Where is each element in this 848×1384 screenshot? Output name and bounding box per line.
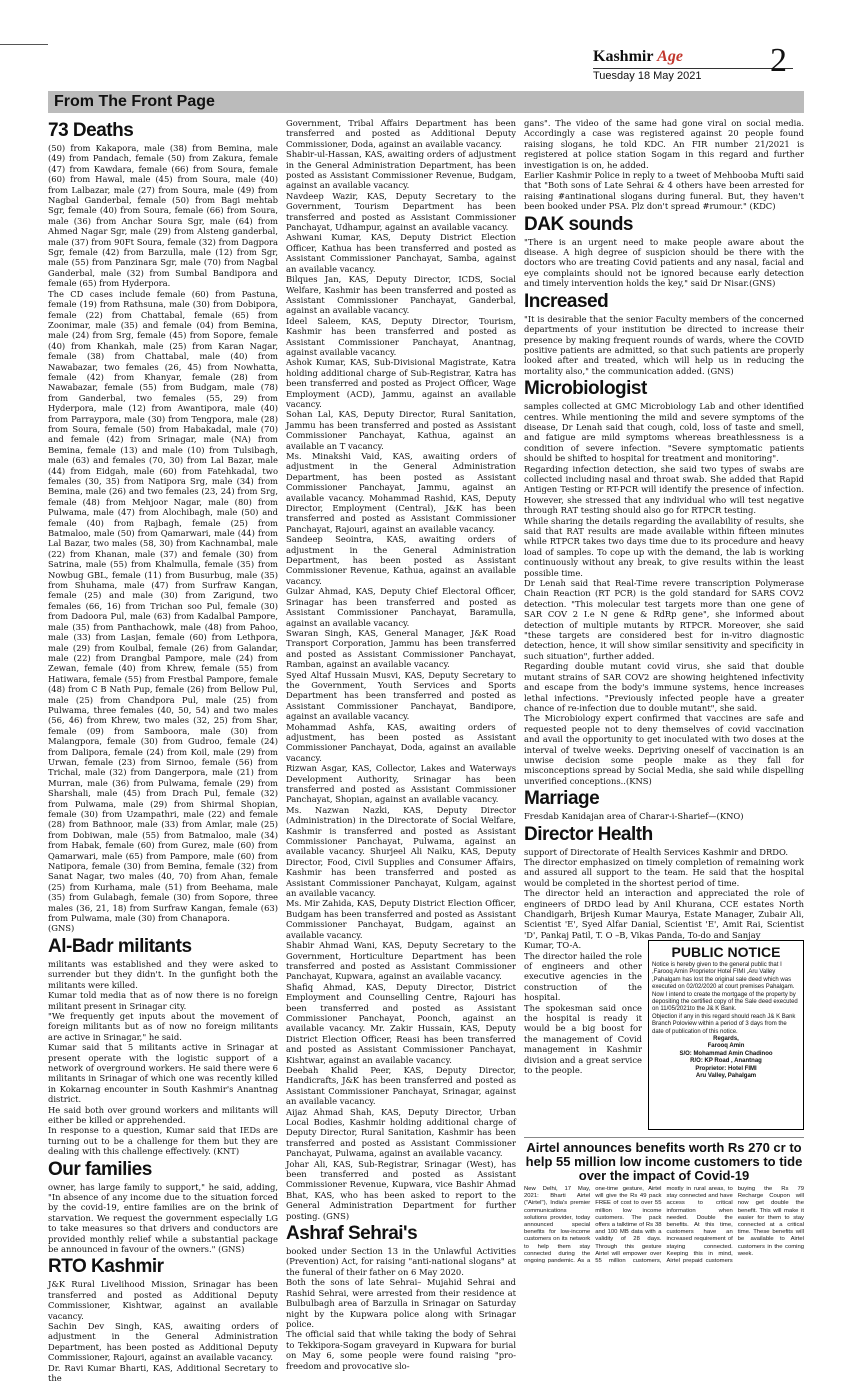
masthead [593, 48, 793, 84]
notice-title: PUBLIC NOTICE [671, 944, 781, 960]
article-paragraph: He said both over ground workers and militants will either be killed or apprehended. [48, 1104, 278, 1125]
article-paragraph: Ms. Mir Zahida, KAS, Deputy District Election Officer, Budgam has been transferred and posted as Assistant Commissioner Panchayat, Budgam, against an available vacancy. [286, 898, 516, 940]
headline-albadr: Al-Badr militants [48, 935, 192, 957]
article-paragraph: Earlier Kashmir Police in reply to a tweet of Mehbooba Mufti said that "Both sons of Late Sehrai & 4 others have been arrested for raising #antinational slogans during funeral. But, they haven't been booked under PSA. Plz don't spread #rumour." (KDC) [524, 170, 804, 212]
top-rule [0, 44, 48, 45]
article-paragraph: The director emphasized on timely completion of remaining work and assured all support to the team. He said that the hospital would be completed in the shortest period of time. [524, 856, 804, 888]
article-paragraph: Gulzar Ahmad, KAS, Deputy Chief Electoral Officer, Srinagar has been transferred and posted as Assistant Commissioner Panchayat, Baramulla, against an available vacancy. [286, 586, 516, 628]
article-paragraph: J&K Rural Livelihood Mission, Srinagar has been transferred and posted as Additional Deputy Commissioner, Kishtwar, against an available vacancy. [48, 1279, 278, 1321]
article-paragraph: Sachin Dev Singh, KAS, awaiting orders of adjustment in the General Administration Department, has been posted as Additional Deputy Commissioner, Rajouri, against an available vacancy. [48, 1321, 278, 1363]
article-paragraph: Shafiq Ahmad, KAS, Deputy Director, District Employment and Counselling Centre, Rajouri has been transferred and posted as Assistant Commissioner Panchayat, Poonch, against an available vacancy. Mr. Zakir Hussain, KAS, Deputy District Election Officer, Reasi has been transferred and posted as Assistant Commissioner Panchayat, Kishtwar, against an available vacancy. [286, 981, 516, 1065]
notice-name: Farooq Amin [707, 1043, 745, 1050]
article-paragraph: Mohammad Ashfa, KAS, awaiting orders of adjustment, has been posted as Assistant Commissioner Panchayat, Doda, against an available vacancy. [286, 721, 516, 763]
headline-families: Our families [48, 1158, 152, 1180]
article-paragraph: Syed Altaf Hussain Musvi, KAS, Deputy Secretary to the Government, Youth Services and Sports Department has been transferred and posted as Assistant Commissioner Panchayat, Bandipore, against an available vacancy. [286, 669, 516, 722]
column-1 [48, 118, 278, 1384]
article-paragraph: Both the sons of late Sehrai– Mujahid Sehrai and Rashid Sehrai, were arrested from their residence at Bulbulbagh area of Barzulla in Srinagar on Saturday night by the Kupwara police along with Srinagar police. [286, 1277, 516, 1329]
masthead-logo: Kashmir Age [593, 48, 683, 65]
article-paragraph: The director hailed the role of engineers and other executive agencies in the construction of the hospital. [524, 950, 642, 1003]
article-paragraph: Shabir Ahmad Wani, KAS, Deputy Secretary to the Government, Horticulture Department has been transferred and posted as Assistant Commissioner Panchayat, Kupwara, against an available vacancy. [286, 940, 516, 982]
headline-deaths: 73 Deaths [48, 120, 134, 141]
headline-increased: Increased [524, 290, 609, 312]
article-paragraph: Ms. Minakshi Vaid, KAS, awaiting orders of adjustment in the General Administration Department, has been posted as Assistant Commissioner Panchayat, Jammu, against an available vacancy. Mohammad Rashid, KAS, Deputy Director, Employment (Central), J&K has been transferred and posted as Assistant Commissioner Panchayat, Rajouri, against an available vacancy. [286, 451, 516, 534]
notice-proprietor: Proprietor: Hotel FIMI [695, 1065, 757, 1072]
notice-regards: Regards, [713, 1036, 739, 1043]
headline-microbiologist: Microbiologist [524, 378, 647, 400]
article-paragraph: Dr. Ravi Kumar Bharti, KAS, Additional Secretary to the [48, 1362, 278, 1384]
article-paragraph: Shabir-ul-Hassan, KAS, awaiting orders of adjustment in the General Administration Department, has been posted as Assistant Commissioner Revenue, Budgam, against an available vacancy. [286, 149, 516, 191]
section-title: From The Front Page [54, 93, 215, 110]
headline-dak: DAK sounds [524, 213, 633, 235]
article-paragraph: Kumar said that 5 militants active in Srinagar at present operate with the logistic support of a network of overground workers. He said there were 6 militants in Srinagar of which one was recently killed in Kokarnag encounter in South Kashmir's Anantnag district. [48, 1042, 278, 1105]
article-paragraph: Kumar told media that as of now there is no foreign militant present in Srinagar city. [48, 990, 278, 1011]
headline-marriage: Marriage [524, 788, 600, 810]
article-paragraph: Rizwan Asgar, KAS, Collector, Lakes and Waterways Development Authority, Srinagar has been transferred and posted as Assistant Commissioner Panchayat, Shopian, against an available vacancy. [286, 763, 516, 805]
article-paragraph: booked under Section 13 in the Unlawful Activities (Prevention) Act, for raising "anti-national slogans" at the funeral of their father on 6 May 2020. [286, 1246, 516, 1277]
article-paragraph: Kumar, TO-A. [524, 940, 582, 951]
article-paragraph: militants was established and they were asked to surrender but they didn't. In the gunfight both the militants were killed. [48, 958, 278, 990]
headline-rto: RTO Kashmir [48, 1256, 164, 1278]
article-paragraph: The CD cases include female (60) from Pastuna, female (19) from Rathsuna, male (30) from Dobipora, female (22) from Chattabal, female (65) from Zoonimar, male (35) and female (04) from Bemina, male (24) from Srg, female (45) from Sopore, female (40) from Khankah, male (25) from Karan Nagar, female (38) from Chattabal, male (40) from Nawabazar, two females (26, 45) from Nowhatta, female (42) from Khanyar, female (28) from Nawabazar, female (55) from Budgam, male (78) from Ganderbal, two females (55, 29) from Hyderpora, male (12) from Awantipora, male (40) from Parraypora, male (30) from Tengpora, male (28) from Soura, female (50) from Habakadal, male (70) and female (42) from Srinagar, male (NA) from Bemina, female (13) and male (10) from Tulsibagh, male (63) and females (70, 30) from Lal Bazar, male (44) from Eidgah, male (60) from Fatehkadal, two females (30, 35) from Natipora Srg, male (34) from Bemina, male (26) and two females (23, 24) from Srg, female (48) from Mehjoor Nagar, male (80) from Pulwama, male (47) from Alochibagh, male (50) and female (40) from Rajbagh, female (25) from Batmaloo, male (50) from Qamarwari, male (44) from Lal Bazar, two males (58, 30) from Kachnambal, male (22) from Khanan, male (37) and female (30) from Satrina, male (55) from Khalmulla, female (35) from Nowbug GBL, female (11) from Busurbug, male (35) from Shuhama, male (47) from Surfraw Kangan, female (25) and male (30) from Zarigund, two females (66, 16) from Trichan soo Pul, female (30) from Dadoora Pul, male (63) from Kadalbal Pampore, male (35) from Panthachowk, male (48) from Pahoo, male (33) from Lasjan, female (60) from Lethpora, male (29) from Koulbal, female (26) from Galandar, male (22) from Drangbal Pampore, male (24) from Zewan, female (40) from Khrew, female (55) from Hatiwara, female (55) from Frestbal Pampore, female (48) from C B Nath Pup, female (26) from Bellow Pul, male (25) from Chandpora Pul, male (25) from Pulwama, three females (40, 50, 54) and two males (56, 46) from Khrew, two males (32, 25) from Shar, female (09) from Samboora, male (30) from Malangpora, female (30) from Gudroo, female (24) from Dalipora, female (24) from Koil, male (29) from Urwan, female (23) from Sirnoo, female (56) from Trichal, male (32) from Dangerpora, male (21) from Murran, male (36) from Pulwama, female (29) from Sharshali, male (45) from Drach Pul, female (32) from Pulwama, male (29) from Shirmal Shopian, female (30) from Uzampathri, male (22) and female (28) from Bathnoor, male (33) from Amlar, male (25) from Dobiwan, male (55) from Batmaloo, male (34) from Habak, female (60) from Gurez, male (60) from Qamarwari, male (65) from Pampore, male (60) from Natipora, female (30) from Bemina, female (32) from Sanat Nagar, two males (40, 70) from Ahan, female (25) from Kurhama, male (51) from Beehama, male (35) from Gulabagh, female (30) from Sopore, three males (36, 21, 18) from Surfraw Kangan, female (63) from Pulwama, male (30) from Chanapora. [48, 288, 278, 924]
article-paragraph: The spokesman said once the hospital is ready it would be a big boost for the management of Covid management in Kashmir division and a great service to the people. [524, 1002, 642, 1076]
public-notice [648, 940, 804, 1130]
article-paragraph: "We frequently get inputs about the movement of foreign militants but as of now no foreign militants are active in Srinagar," he said. [48, 1010, 278, 1042]
article-paragraph: gans". The video of the same had gone viral on social media. Accordingly a case was registered against 20 people found raising slogans, he told KDC. An FIR number 21/2021 is registered at police station Sogam in this regard and further investigation is on, he added. [524, 118, 804, 170]
article-paragraph: Bilques Jan, KAS, Deputy Director, ICDS, Social Welfare, Kashmir has been transferred and posted as Assistant Commissioner Panchayat, Ganderbal, against an available vacancy. [286, 274, 516, 316]
notice-body: Now I intend to create the mortgage of the property by depositing the certified copy of the Sale deed executed on 11/05/2021to the J& K Bank. [652, 991, 798, 1013]
article-paragraph: support of Directorate of Health Services Kashmir and DRDO. [524, 846, 789, 857]
article-paragraph: In response to a question, Kumar said that IEDs are turning out to be a challenge for them but they are dealing with this challenge effectively. (KNT) [48, 1125, 278, 1157]
article-paragraph: (GNS) [48, 923, 75, 934]
article-paragraph: Regarding infection detection, she said two types of swabs are collected including nasal and throat swab. She added that Rapid Antigen Testing or RT-PCR will identify the presence of infection. However, she stressed that any individual who will test negative through RAT testing should also go for RTPCR testing. [524, 463, 804, 516]
article-paragraph: Ms. Nazwan Nazki, KAS, Deputy Director (Administration) in the Directorate of Social Welfare, Kashmir is transferred and posted as Assistant Commissioner Panchayat, Pulwama, against an available vacancy. Shurjeel Ali Naiku, KAS, Deputy Director, Food, Civil Supplies and Consumer Affairs, Kashmir has been transferred and posted as Assistant Commissioner Panchayat, Kulgam, against an available vacancy. [286, 804, 516, 899]
article-paragraph: samples collected at GMC Microbiology Lab and other identified centres. While mentioning the mild and severe symptoms of the disease, Dr Lenah said that cough, cold, loss of taste and smell, and fatigue are mild symptoms whereas breathlessness is a condition of severe infection. "Severe symptomatic patients should be shifted to hospital for treatment and monitoring". [524, 401, 804, 464]
notice-body: Notice is hereby given to the general public that I ,Farooq Amin Proprietor Hotel FIMI ,Aru Valley ,Pahalgam has lost the original sale deed which was executed on 02/02/2020 at court premises Pahalgam. [652, 962, 795, 991]
article-paragraph: Deebah Khalid Peer, KAS, Deputy Director, Handicrafts, J&K has been transferred and posted as Assistant Commissioner Panchayat, Srinagar, against an available vacancy. [286, 1064, 516, 1107]
notice-body: Objection if any in this regard should reach J& K Bank Branch Poloview within a period of 3 days from the date of publication of this notice. [652, 1013, 796, 1035]
article-paragraph: Navdeep Wazir, KAS, Deputy Secretary to the Government, Tourism Department has been transferred and posted as Assistant Commissioner Panchayat, Udhampur, against an available vacancy. [286, 190, 516, 233]
article-paragraph: Ideel Saleem, KAS, Deputy Director, Tourism, Kashmir has been transferred and posted as Assistant Commissioner Panchayat, Anantnag, against available vacancy. [286, 315, 516, 357]
article-paragraph: owner, has large family to support," he said, adding, "In absence of any income due to the situation forced by the covid-19, entire families are on the brink of starvation. We request the government especially LG to take measures so that drivers and conductors are provided monthly relief while a substantial package be announced in favour of the owners." (GNS) [48, 1181, 278, 1255]
article-paragraph: Johar Ali, KAS, Sub-Registrar, Srinagar (West), has been transferred and posted as Assistant Commissioner Revenue, Kupwara, vice Bashir Ahmad Bhat, KAS, who has been asked to report to the General Administration Department for further posting. (GNS) [286, 1158, 516, 1221]
airtel-body: New Delhi, 17 May, 2021: Bharti Airtel ("Airtel"), India's premier communications solutions provider, today announced special benefits for low-income customers on its network to help them stay connected during the ongoing pandemic. As a one-time gesture, Airtel will give the Rs 49 pack FREE of cost to over 55 million low income customers. The pack offers a talktime of Rs 38 and 100 MB data with a validity of 28 days. Through this gesture Airtel will empower over 55 million customers, mostly in rural areas, to stay connected and have access to critical information when needed. Double the benefits. At this time, customers have an increased requirement of staying connected. Keeping this in mind, Airtel prepaid customers buying the Rs 79 Recharge Coupon will now get double the benefit. This will make it easier for them to stay connected at a critical time. These benefits will be available to Airtel customers in the coming week. [524, 1186, 804, 1265]
article-paragraph: (50) from Kakapora, male (38) from Bemina, male (49) from Pandach, female (50) from Zakura, female (47) from Kawdara, female (66) from Soura, female (60) from Hawal, male (45) from Soura, male (40) from Lalbazar, male (27) from Soura, male (49) from Nagbal Ganderbal, female (50) from Bagi mehtab Sgr, female (40) from Soura, female (66) from Soura, male (36) from Anchar Soura Sgr, male (64) from Ahmed Nagar Sgr, male (29) from Alsteng ganderbal, male (37) from 90Ft Soura, female (32) from Dagpora Sgr, female (42) from Barzulla, male (12) from Sgr, male (55) from Panzinara Sgr, male (70) from Nagbal Ganderbal, male (32) from Sumbal Bandipora and female (65) from Hyderpora. [48, 143, 278, 289]
notice-father: S/O: Mohammad Amin Chadinoo [679, 1050, 773, 1057]
article-paragraph: "There is an urgent need to make people aware about the disease. A high degree of suspicion should be there with the doctors who are treating Covid patients and any nasal, facial and eye complaints should not be ignored because early detection and timely intervention holds the key," said Dr Nisar.(GNS) [524, 236, 804, 289]
section-header [48, 91, 804, 113]
article-paragraph: Government, Tribal Affairs Department has been transferred and posted as Additional Deputy Commissioner, Doda, against an available vacancy. [286, 118, 516, 149]
article-paragraph: "It is desirable that the senior Faculty members of the concerned departments of your institution be directed to increase their presence by making frequent rounds of wards, where the COVID positive patients are admitted, so that such patients are properly looked after and treated, which will help us in reducing the mortality also," the communication added. (GNS) [524, 313, 804, 376]
notice-address: R/O: KP Road , Anantnag [690, 1058, 762, 1065]
article-paragraph: Sohan Lal, KAS, Deputy Director, Rural Sanitation, Jammu has been transferred and posted as Assistant Commissioner Panchayat, Kathua, against an available an T vacancy. [286, 409, 516, 451]
airtel-article [524, 1137, 804, 1288]
article-paragraph: Sandeep Seointra, KAS, awaiting orders of adjustment in the General Administration Department, has been posted as Assistant Commissioner Revenue, Kathua, against an available vacancy. [286, 534, 516, 586]
article-paragraph: The Microbiology expert confirmed that vaccines are safe and requested people not to deny themselves of covid vaccination and avail the opportunity to get inoculated with two doses at the interval of twelve weeks. Depriving oneself of vaccination is an unwise decision some people make as they fall for misconceptions spread by Social Media, she said while dispelling unverified conceptions..(KNS) [524, 713, 804, 786]
headline-ashraf: Ashraf Sehrai's [286, 1223, 418, 1245]
article-paragraph: Ashok Kumar, KAS, Sub-Divisional Magistrate, Katra holding additional charge of Sub-Registrar, Katra has been transferred and posted as Project Officer, Wage Employment (ACD), Jammu, against an available vacancy. [286, 357, 516, 409]
article-paragraph: Fresdab Kanidajan area of Charar-i-Sharief—(KNO) [524, 811, 744, 822]
masthead-date: Tuesday 18 May 2021 [593, 68, 793, 82]
article-paragraph: Aijaz Ahmad Shah, KAS, Deputy Director, Urban Local Bodies, Kashmir holding additional charge of Deputy Director, Rural Sanitation, Kashmir has been transferred and posted as Assistant Commissioner Panchayat, Pulwama, against an available vacancy. [286, 1106, 516, 1159]
article-paragraph: Swaran Singh, KAS, General Manager, J&K Road Transport Corporation, Jammu has been transferred and posted as Assistant Commissioner Panchayat, Ramban, against an available vacancy. [286, 627, 516, 670]
notice-place: Aru Valley, Pahalgam [695, 1073, 757, 1080]
article-paragraph: The director held an interaction and appreciated the role of engineers of DRDO lead by Anil Khurana, CCE estates North Chandigarh, Brijesh Kumar Maurya, Estate Manager, Zubair Ali, Scientist 'E', Syed Alfar Danial, Scientist 'E', Amit Rai, Scientist 'D', Pankaj Patil, T. O –B, Vikas Panda, To-do and Sanjay [524, 888, 804, 940]
column-2 [286, 118, 516, 1371]
article-paragraph: Dr Lenah said that Real-Time revere transcription Polymerase Chain Reaction (RT PCR) is the gold standard for SARS COV2 detection. "This molecular test targets more than one gene of SAR COV 2 I.e N gene & RdRp gene", she informed about detection of multiple mutants by RTPCR. Moreover, she said "these targets are considered best for in-vitro diagnostic detection, hence, it will show similar sensitivity and specificity in such situation", further added. [524, 578, 804, 661]
page-number: 2 [770, 42, 787, 79]
article-paragraph: Regarding double mutant covid virus, she said that double mutant strains of SAR COV2 are showing heightened infectivity and escape from the body's immune systems, hence increases lethal infections. "Previously infected people have a greater chance of re-infection due to double mutant", she said. [524, 661, 804, 713]
article-paragraph: The official said that while taking the body of Sehrai to Tekkipora-Sogam graveyard in Kupwara for burial on May 6, some people were found raising "pro-freedom and provocative slo- [286, 1329, 516, 1371]
article-paragraph: While sharing the details regarding the availability of results, she said that RAT results are made available within fifteen minutes while RTPCR takes two days time due to its procedure and heavy load of samples. To cope up with the demand, the lab is working continuously without any break, to give results within the least possible time. [524, 515, 804, 578]
article-paragraph: Ashwani Kumar, KAS, Deputy District Election Officer, Kathua has been transferred and posted as Assistant Commissioner Panchayat, Samba, against an available vacancy. [286, 232, 516, 274]
headline-director-health: Director Health [524, 823, 653, 845]
airtel-headline: Airtel announces benefits worth Rs 270 cr to help 55 million low income customers to tide over the impact of Covid-19 [525, 1140, 803, 1183]
